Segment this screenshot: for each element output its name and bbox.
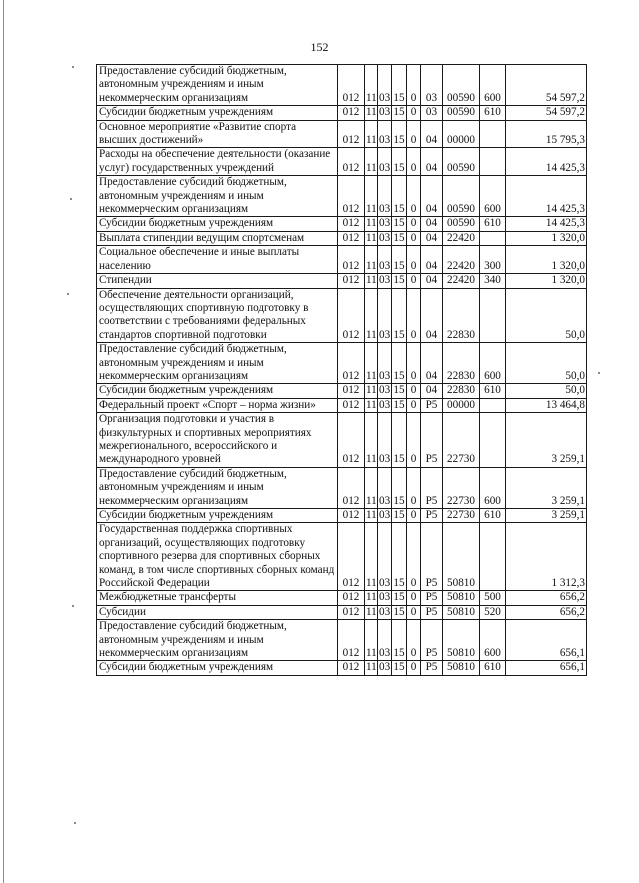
- expense-type-code: 600: [480, 467, 506, 508]
- table-row: [97, 120, 587, 148]
- subprogram-code: 0: [407, 398, 421, 412]
- section-code: 11: [365, 65, 378, 106]
- subprogram-code: 0: [407, 605, 421, 619]
- ministry-code: 012: [338, 148, 365, 176]
- subprogram-code: 0: [407, 620, 421, 661]
- ministry-code: 012: [338, 176, 365, 217]
- table-row: [97, 605, 587, 619]
- event-code: P5: [421, 605, 443, 619]
- subprogram-code: 0: [407, 343, 421, 384]
- row-name: Предоставление субсидий бюджетным, автономным учреждениям и иным некоммерческим организациям: [97, 343, 338, 384]
- ministry-code: 012: [338, 384, 365, 398]
- table-row: [97, 274, 587, 288]
- direction-code: 00590: [443, 148, 480, 176]
- event-code: 04: [421, 148, 443, 176]
- table-row: [97, 384, 587, 398]
- direction-code: 22420: [443, 246, 480, 274]
- row-name: Субсидии бюджетным учреждениям: [97, 384, 338, 398]
- program-code: 15: [392, 288, 407, 343]
- event-code: 04: [421, 246, 443, 274]
- amount: 50,0: [506, 288, 587, 343]
- table-row: [97, 398, 587, 412]
- event-code: 03: [421, 106, 443, 120]
- amount: 50,0: [506, 384, 587, 398]
- direction-code: 00590: [443, 106, 480, 120]
- ministry-code: 012: [338, 65, 365, 106]
- program-code: 15: [393, 591, 405, 604]
- amount: 50,0: [506, 343, 587, 384]
- ministry-code: 012: [338, 120, 365, 148]
- ministry-code: 012: [338, 620, 365, 661]
- table-row: [97, 106, 587, 120]
- ministry-code: 012: [338, 288, 365, 343]
- direction-code: 50810: [443, 591, 480, 605]
- event-code: 03: [421, 65, 443, 106]
- section-code: 11: [366, 398, 377, 411]
- ministry-code: 012: [338, 413, 365, 468]
- expense-type-code: 340: [480, 274, 506, 288]
- section-code: 11: [366, 274, 377, 287]
- expense-type-code: 610: [480, 661, 506, 675]
- direction-code: 00000: [443, 398, 480, 412]
- subsection-code: 03: [378, 467, 392, 508]
- table-row: [97, 620, 587, 661]
- row-name: Предоставление субсидий бюджетным, автономным учреждениям и иным некоммерческим организациям: [97, 620, 338, 661]
- amount: 1 320,0: [506, 231, 587, 245]
- row-name: Субсидии бюджетным учреждениям: [97, 661, 338, 675]
- row-name: Организация подготовки и участия в физкультурных и спортивных мероприятиях межрегионального, всероссийского и международного уровней: [97, 413, 338, 468]
- event-code: P5: [421, 591, 443, 605]
- row-name: Социальное обеспечение и иные выплаты населению: [97, 246, 338, 274]
- subsection-code: 03: [378, 343, 392, 384]
- direction-code: 50810: [443, 605, 480, 619]
- section-code: 11: [366, 605, 377, 618]
- amount: 656,1: [506, 620, 587, 661]
- direction-code: 22830: [443, 384, 480, 398]
- event-code: 04: [421, 120, 443, 148]
- amount: 1 320,0: [506, 274, 587, 288]
- program-code: 15: [393, 217, 405, 230]
- program-code: 15: [392, 246, 407, 274]
- direction-code: 22730: [443, 509, 480, 523]
- scan-speck: [72, 66, 74, 68]
- ministry-code: 012: [338, 231, 365, 245]
- amount: 13 464,8: [506, 398, 587, 412]
- ministry-code: 012: [338, 523, 365, 591]
- program-code: 15: [392, 343, 407, 384]
- ministry-code: 012: [338, 467, 365, 508]
- subsection-code: 03: [379, 231, 391, 244]
- event-code: 04: [421, 274, 443, 288]
- expense-type-code: 600: [480, 65, 506, 106]
- event-code: P5: [421, 661, 443, 675]
- row-name: Субсидии бюджетным учреждениям: [97, 106, 338, 120]
- expense-type-code: [480, 413, 506, 468]
- direction-code: 22730: [443, 413, 480, 468]
- scan-speck: [598, 372, 600, 374]
- subprogram-code: 0: [407, 148, 421, 176]
- section-code: 11: [365, 467, 378, 508]
- subprogram-code: 0: [407, 106, 421, 120]
- program-code: 15: [392, 120, 407, 148]
- subsection-code: 03: [378, 620, 392, 661]
- ministry-code: 012: [338, 343, 365, 384]
- direction-code: 00000: [443, 120, 480, 148]
- event-code: P5: [421, 413, 443, 468]
- expense-type-code: 600: [480, 620, 506, 661]
- table-row: [97, 509, 587, 523]
- subsection-code: 03: [379, 217, 391, 230]
- table-row: [97, 413, 587, 468]
- row-name: Стипендии: [97, 274, 338, 288]
- row-name: Предоставление субсидий бюджетным, автономным учреждениям и иным некоммерческим организациям: [97, 65, 338, 106]
- subprogram-code: 0: [407, 274, 421, 288]
- subprogram-code: 0: [407, 523, 421, 591]
- table-row: [97, 467, 587, 508]
- program-code: 15: [393, 106, 405, 119]
- expense-type-code: 600: [480, 343, 506, 384]
- expense-type-code: 610: [480, 384, 506, 398]
- amount: 54 597,2: [506, 106, 587, 120]
- table-row: [97, 217, 587, 231]
- direction-code: 00590: [443, 217, 480, 231]
- page-number: 152: [310, 40, 329, 54]
- subsection-code: 03: [379, 591, 391, 604]
- expense-type-code: 610: [480, 509, 506, 523]
- direction-code: 00590: [443, 176, 480, 217]
- budget-table: [96, 64, 587, 676]
- direction-code: 22420: [443, 231, 480, 245]
- section-code: 11: [365, 413, 378, 468]
- subsection-code: 03: [378, 288, 392, 343]
- expense-type-code: [480, 120, 506, 148]
- section-code: 11: [365, 343, 378, 384]
- subsection-code: 03: [378, 523, 392, 591]
- subsection-code: 03: [379, 384, 391, 397]
- direction-code: 50810: [443, 523, 480, 591]
- budget-table-body: [97, 65, 587, 676]
- expense-type-code: 610: [480, 217, 506, 231]
- subprogram-code: 0: [407, 176, 421, 217]
- scan-edge-line: [3, 0, 4, 883]
- table-row: [97, 65, 587, 106]
- row-name: Основное мероприятие «Развитие спорта высших достижений»: [97, 120, 338, 148]
- subsection-code: 03: [379, 398, 391, 411]
- program-code: 15: [393, 398, 405, 411]
- direction-code: 22730: [443, 467, 480, 508]
- amount: 656,1: [506, 661, 587, 675]
- subsection-code: 03: [378, 148, 392, 176]
- subprogram-code: 0: [407, 217, 421, 231]
- event-code: P5: [421, 620, 443, 661]
- section-code: 11: [365, 246, 378, 274]
- section-code: 11: [365, 620, 378, 661]
- event-code: 04: [421, 231, 443, 245]
- section-code: 11: [365, 176, 378, 217]
- table-row: [97, 288, 587, 343]
- subprogram-code: 0: [407, 246, 421, 274]
- program-code: 15: [392, 413, 407, 468]
- ministry-code: 012: [338, 605, 365, 619]
- section-code: 11: [365, 523, 378, 591]
- direction-code: 00590: [443, 65, 480, 106]
- section-code: 11: [366, 217, 377, 230]
- expense-type-code: 610: [480, 106, 506, 120]
- table-row: [97, 231, 587, 245]
- program-code: 15: [392, 620, 407, 661]
- expense-type-code: 300: [480, 246, 506, 274]
- amount: 656,2: [506, 605, 587, 619]
- ministry-code: 012: [338, 217, 365, 231]
- section-code: 11: [366, 591, 377, 604]
- expense-type-code: [480, 398, 506, 412]
- subsection-code: 03: [378, 120, 392, 148]
- program-code: 15: [392, 523, 407, 591]
- expense-type-code: [480, 231, 506, 245]
- event-code: 04: [421, 288, 443, 343]
- table-row: [97, 523, 587, 591]
- subprogram-code: 0: [407, 467, 421, 508]
- table-row: [97, 246, 587, 274]
- amount: 3 259,1: [506, 413, 587, 468]
- program-code: 15: [393, 605, 405, 618]
- section-code: 11: [366, 384, 377, 397]
- subsection-code: 03: [379, 274, 391, 287]
- scan-speck: [70, 198, 72, 200]
- event-code: 04: [421, 343, 443, 384]
- amount: 1 312,3: [506, 523, 587, 591]
- expense-type-code: 520: [480, 605, 506, 619]
- event-code: 04: [421, 384, 443, 398]
- subprogram-code: 0: [407, 413, 421, 468]
- amount: 3 259,1: [506, 509, 587, 523]
- program-code: 15: [393, 384, 405, 397]
- event-code: P5: [421, 398, 443, 412]
- ministry-code: 012: [338, 509, 365, 523]
- row-name: Субсидии бюджетным учреждениям: [97, 509, 338, 523]
- subsection-code: 03: [379, 509, 391, 521]
- row-name: Федеральный проект «Спорт – норма жизни»: [97, 398, 338, 412]
- row-name: Выплата стипендии ведущим спортсменам: [97, 231, 338, 245]
- direction-code: 22830: [443, 288, 480, 343]
- section-code: 11: [366, 231, 377, 244]
- row-name: Государственная поддержка спортивных организаций, осуществляющих подготовку спортивного резерва для спортивных сборных команд, в том числе спортивных сборных команд Российской Федерации: [97, 523, 338, 591]
- program-code: 15: [392, 148, 407, 176]
- program-code: 15: [392, 176, 407, 217]
- amount: 3 259,1: [506, 467, 587, 508]
- section-code: 11: [366, 106, 377, 119]
- event-code: 04: [421, 217, 443, 231]
- direction-code: 22420: [443, 274, 480, 288]
- subprogram-code: 0: [407, 65, 421, 106]
- table-row: [97, 661, 587, 675]
- section-code: 11: [366, 509, 377, 521]
- amount: 14 425,3: [506, 217, 587, 231]
- amount: 15 795,3: [506, 120, 587, 148]
- subprogram-code: 0: [407, 384, 421, 398]
- scan-speck: [74, 822, 76, 824]
- section-code: 11: [365, 288, 378, 343]
- section-code: 11: [365, 120, 378, 148]
- section-code: 11: [366, 661, 377, 674]
- amount: 14 425,3: [506, 176, 587, 217]
- section-code: 11: [365, 148, 378, 176]
- direction-code: 50810: [443, 661, 480, 675]
- program-code: 15: [393, 231, 405, 244]
- table-row: [97, 343, 587, 384]
- event-code: P5: [421, 509, 443, 523]
- subprogram-code: 0: [407, 231, 421, 245]
- expense-type-code: [480, 148, 506, 176]
- subprogram-code: 0: [407, 661, 421, 675]
- program-code: 15: [393, 274, 405, 287]
- direction-code: 22830: [443, 343, 480, 384]
- expense-type-code: [480, 523, 506, 591]
- table-row: [97, 176, 587, 217]
- row-name: Субсидии бюджетным учреждениям: [97, 217, 338, 231]
- row-name: Межбюджетные трансферты: [97, 591, 338, 605]
- subsection-code: 03: [378, 176, 392, 217]
- program-code: 15: [393, 509, 405, 521]
- subsection-code: 03: [379, 106, 391, 119]
- amount: 14 425,3: [506, 148, 587, 176]
- row-name: Обеспечение деятельности организаций, осуществляющих спортивную подготовку в соответствии с требованиями федеральных стандартов спортивной подготовки: [97, 288, 338, 343]
- ministry-code: 012: [338, 274, 365, 288]
- expense-type-code: [480, 288, 506, 343]
- subprogram-code: 0: [407, 288, 421, 343]
- ministry-code: 012: [338, 661, 365, 675]
- subprogram-code: 0: [407, 509, 421, 523]
- program-code: 15: [392, 467, 407, 508]
- amount: 1 320,0: [506, 246, 587, 274]
- row-name: Предоставление субсидий бюджетным, автономным учреждениям и иным некоммерческим организациям: [97, 176, 338, 217]
- ministry-code: 012: [338, 106, 365, 120]
- subprogram-code: 0: [407, 591, 421, 605]
- row-name: Предоставление субсидий бюджетным, автономным учреждениям и иным некоммерческим организациям: [97, 467, 338, 508]
- scan-speck: [72, 605, 74, 607]
- direction-code: 50810: [443, 620, 480, 661]
- subsection-code: 03: [378, 65, 392, 106]
- expense-type-code: 600: [480, 176, 506, 217]
- subprogram-code: 0: [407, 120, 421, 148]
- program-code: 15: [393, 661, 405, 674]
- subsection-code: 03: [378, 413, 392, 468]
- event-code: 04: [421, 176, 443, 217]
- table-row: [97, 148, 587, 176]
- subsection-code: 03: [378, 246, 392, 274]
- ministry-code: 012: [338, 591, 365, 605]
- program-code: 15: [392, 65, 407, 106]
- subsection-code: 03: [379, 605, 391, 618]
- scan-speck: [67, 293, 69, 295]
- amount: 54 597,2: [506, 65, 587, 106]
- amount: 656,2: [506, 591, 587, 605]
- event-code: P5: [421, 467, 443, 508]
- expense-type-code: 500: [480, 591, 506, 605]
- table-row: [97, 591, 587, 605]
- row-name: Расходы на обеспечение деятельности (оказание услуг) государственных учреждений: [97, 148, 338, 176]
- row-name: Субсидии: [97, 605, 338, 619]
- ministry-code: 012: [338, 246, 365, 274]
- subsection-code: 03: [379, 661, 391, 674]
- event-code: P5: [421, 523, 443, 591]
- ministry-code: 012: [338, 398, 365, 412]
